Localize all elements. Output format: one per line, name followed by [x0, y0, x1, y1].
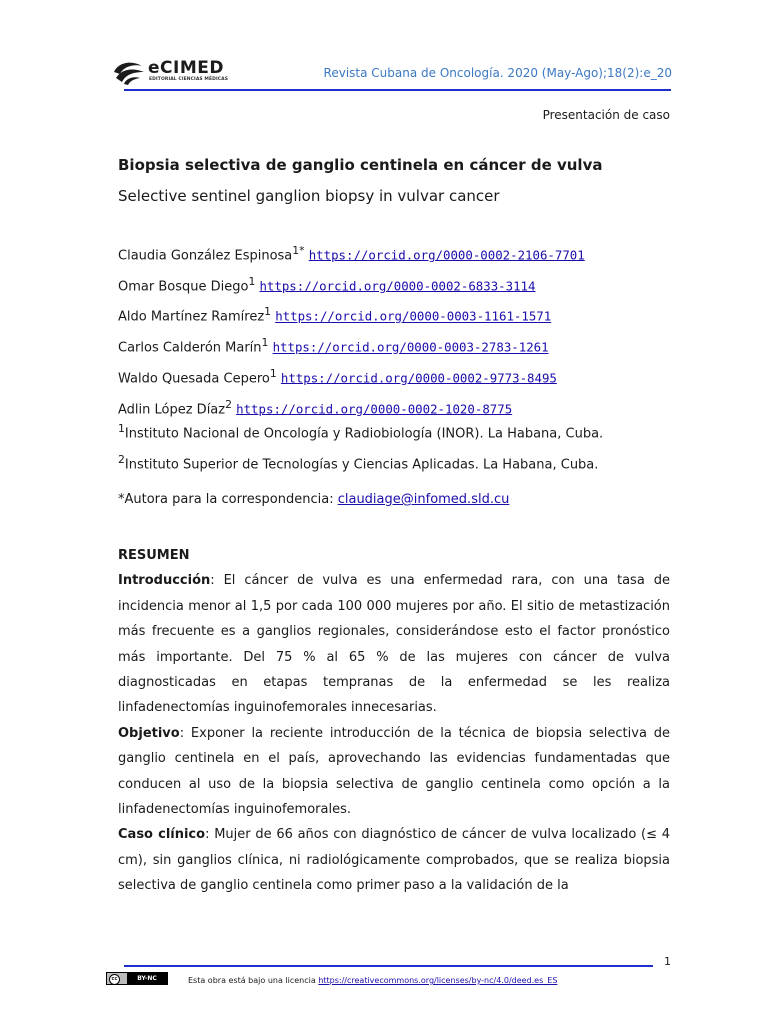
author-name: Carlos Calderón Marín	[118, 340, 262, 356]
logo-text: eCIMED	[148, 58, 224, 78]
abstract-text: : Exponer la reciente introducción de la técnica de biopsia selectiva de ganglio centinela en el país, aprovechando las evidencias fundamentadas que conducen al uso de la biopsia selectiva de ganglio centinela como opción a la linfadenectomías inguinofemorales.	[118, 725, 670, 818]
page-number: 1	[664, 955, 671, 968]
abstract-text: : Mujer de 66 años con diagnóstico de cáncer de vulva localizado (≤ 4 cm), sin ganglios clínica, ni radiológicamente comprobados, que se realiza biopsia selectiva de ganglio centinela como primer paso a la validación de la	[118, 827, 670, 894]
orcid-link[interactable]: https://orcid.org/0000-0003-1161-1571	[275, 308, 552, 324]
author-line	[118, 361, 585, 392]
abstract-paragraph-introduction	[118, 568, 670, 720]
license-link[interactable]: https://creativecommons.org/licenses/by-nc/4.0/deed.es_ES	[318, 976, 558, 985]
correspondence-email-link[interactable]: claudiage@infomed.sld.cu	[337, 492, 510, 507]
author-list	[118, 238, 585, 422]
affiliation-mark: 2	[118, 452, 125, 466]
author-line	[118, 330, 585, 361]
affiliation-mark: 1	[118, 422, 125, 435]
affiliation-text: Instituto Nacional de Oncología y Radiobiología (INOR). La Habana, Cuba.	[124, 426, 604, 442]
author-name: Claudia González Espinosa	[118, 248, 293, 264]
license-notice	[188, 976, 557, 985]
cc-license-label: BY-NC	[127, 973, 167, 984]
journal-citation: Revista Cubana de Oncología. 2020 (May-Ago);18(2):e_20	[323, 66, 672, 80]
author-affiliation-mark: 1	[264, 305, 272, 319]
abstract-label: Objetivo	[118, 725, 180, 741]
creative-commons-badge	[106, 972, 168, 985]
abstract-heading: RESUMEN	[118, 548, 190, 563]
orcid-link[interactable]: https://orcid.org/0000-0002-9773-8495	[280, 370, 557, 386]
abstract	[118, 543, 670, 899]
affiliation-list	[118, 416, 603, 477]
author-line	[118, 299, 585, 330]
abstract-paragraph-case	[118, 822, 670, 898]
orcid-link[interactable]: https://orcid.org/0000-0003-2783-1261	[272, 339, 549, 355]
author-name: Adlin López Díaz	[118, 402, 226, 417]
abstract-text: : El cáncer de vulva es una enfermedad rara, con una tasa de incidencia menor al 1,5 por cada 100 000 mujeres por año. El sitio de metastización más frecuente es a ganglios regionales, considerándose esto el factor pronóstico más importante. Del 75 % al 65 % de las mujeres con cáncer de vulva diagnosticadas en etapas tempranas de la enfermedad se les realiza linfadenectomías inguinofemorales innecesarias.	[118, 573, 670, 716]
abstract-label: Caso clínico	[118, 827, 206, 843]
author-name: Omar Bosque Diego	[118, 279, 249, 295]
ecimed-logo-icon	[112, 58, 146, 86]
correspondence	[118, 492, 509, 507]
abstract-label: Introducción	[118, 573, 211, 589]
affiliation-text: Instituto Superior de Tecnologías y Ciencias Aplicadas. La Habana, Cuba.	[124, 457, 599, 473]
author-line	[118, 238, 585, 269]
cc-icon: cc	[109, 974, 120, 985]
correspondence-label: *Autora para la correspondencia:	[118, 492, 338, 507]
license-text: Esta obra está bajo una licencia	[188, 976, 319, 985]
orcid-link[interactable]: https://orcid.org/0000-0002-2106-7701	[308, 247, 585, 263]
author-name: Aldo Martínez Ramírez	[118, 309, 265, 325]
ecimed-logo	[112, 58, 232, 88]
orcid-link[interactable]: https://orcid.org/0000-0002-1020-8775	[236, 401, 513, 416]
header-divider	[124, 89, 671, 91]
author-affiliation-mark: 1	[248, 274, 256, 288]
author-affiliation-mark: 1*	[292, 244, 305, 257]
orcid-link[interactable]: https://orcid.org/0000-0002-6833-3114	[259, 278, 536, 294]
title-spanish: Biopsia selectiva de ganglio centinela en cáncer de vulva	[118, 156, 603, 174]
logo-subtitle: EDITORIAL CIENCIAS MÉDICAS	[149, 77, 229, 82]
affiliation-line	[118, 447, 603, 478]
affiliation-line	[118, 416, 603, 447]
footer-divider	[124, 965, 653, 967]
author-affiliation-mark: 1	[269, 366, 277, 380]
author-affiliation-mark: 1	[261, 336, 269, 350]
author-affiliation-mark: 2	[225, 397, 232, 411]
author-line	[118, 269, 585, 300]
section-type: Presentación de caso	[542, 108, 670, 122]
title-english: Selective sentinel ganglion biopsy in vulvar cancer	[118, 187, 500, 205]
author-name: Waldo Quesada Cepero	[118, 371, 270, 387]
abstract-paragraph-objective	[118, 721, 670, 823]
